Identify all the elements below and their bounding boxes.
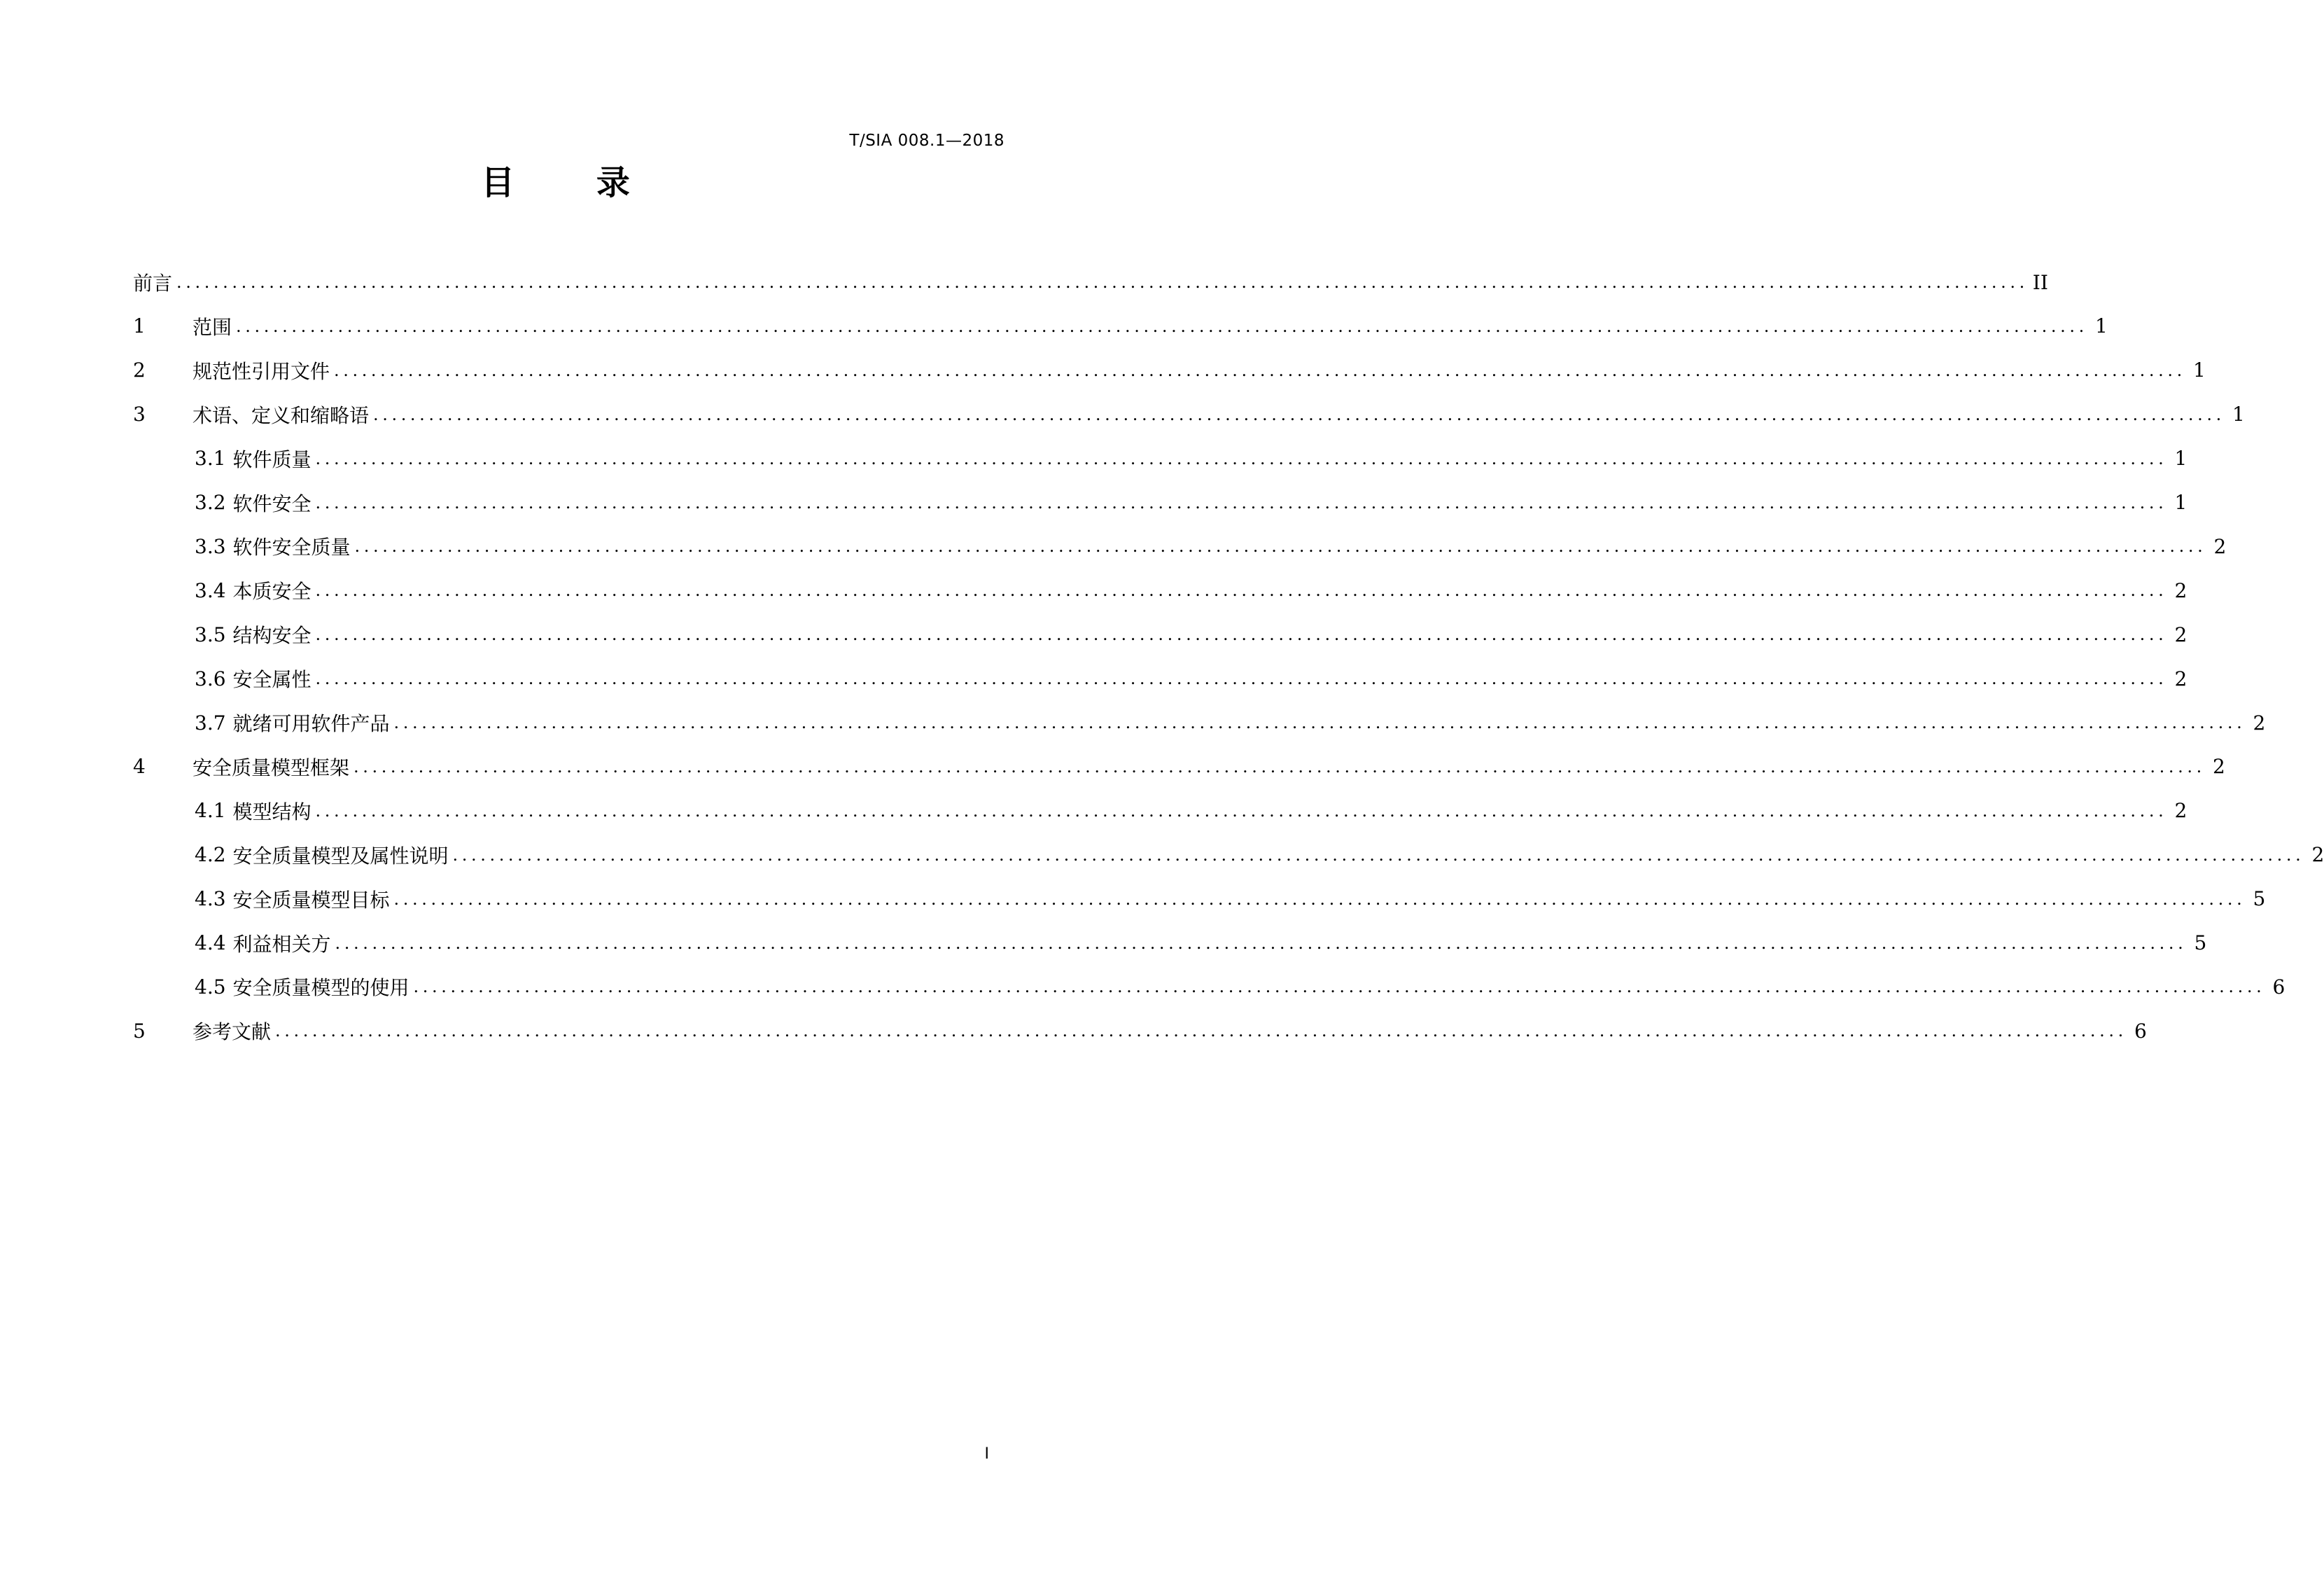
toc-entry-label: 软件安全质量 [232,536,351,559]
toc-dot-leader: ........................................................................................................................................................................................................ [393,889,2246,909]
toc-dot-leader: ........................................................................................................................................................................................................ [315,669,2168,689]
toc-dot-leader: ........................................................................................................................................................................................................ [335,933,2188,953]
toc-entry[interactable] [195,574,2188,606]
toc-entry-page: 1 [2094,314,2108,338]
toc-dot-leader: ........................................................................................................................................................................................................ [236,316,2088,336]
toc-entry[interactable] [195,927,2207,959]
toc-entry[interactable] [195,618,2188,651]
toc-dot-leader: ........................................................................................................................................................................................................ [354,536,2207,557]
toc-entry-number: 4.4 [195,931,226,954]
page-number: I [984,1445,989,1463]
toc-dot-leader: ........................................................................................................................................................................................................ [354,756,2206,777]
toc-entry-number: 3.1 [195,447,226,471]
toc-entry-label: 软件质量 [232,447,312,471]
toc-entry-label: 范围 [192,315,232,339]
toc-entry-page: 6 [2134,1019,2147,1043]
toc-entry[interactable] [195,795,2188,827]
toc-entry-number: 4 [133,755,146,779]
toc-entry-label: 规范性引用文件 [192,359,330,383]
toc-entry-number: 3.3 [195,534,226,558]
toc-entry[interactable] [195,443,2188,475]
toc-entry-label: 就绪可用软件产品 [232,712,390,735]
toc-entry[interactable] [195,707,2266,739]
toc-entry-page: 1 [2174,447,2188,471]
toc-entry-number: 3.4 [195,578,226,602]
toc-entry-label: 软件安全 [232,492,312,515]
toc-entry-page: II [2032,270,2048,294]
toc-entry-label: 安全质量模型的使用 [232,976,410,1000]
toc-dot-leader: ........................................................................................................................................................................................................ [315,625,2168,645]
toc-entry-number: 3.2 [195,491,226,514]
toc-entry[interactable] [195,971,2286,1003]
toc-entry-number: 4.5 [195,975,226,999]
toc-entry-page: 2 [2213,534,2227,558]
toc-entry[interactable] [195,487,2188,519]
toc-entry-page: 2 [2311,843,2324,867]
toc-dot-leader: ........................................................................................................................................................................................................ [275,1021,2127,1041]
toc-entry[interactable] [133,1015,2147,1047]
toc-entry[interactable] [133,310,2108,342]
toc-entry-label: 模型结构 [232,800,312,823]
toc-entry-page: 2 [2174,667,2188,690]
toc-entry-label: 参考文献 [192,1020,272,1044]
toc-entry-number: 5 [133,1019,146,1043]
toc-entry[interactable] [133,354,2206,387]
toc-dot-leader: ........................................................................................................................................................................................................ [315,800,2168,821]
toc-entry[interactable] [195,883,2266,915]
toc-entry-number: 1 [133,314,146,338]
toc-entry[interactable] [195,530,2227,562]
toc-dot-leader: ........................................................................................................................................................................................................ [315,580,2168,601]
toc-entry-page: 2 [2253,711,2266,735]
toc-entry-label: 本质安全 [232,580,312,604]
toc-entry-number: 4.1 [195,799,226,823]
toc-entry-label: 利益相关方 [232,932,331,956]
toc-dot-leader: ........................................................................................................................................................................................................ [413,977,2266,997]
toc-entry-page: 1 [2192,359,2206,382]
toc-entry-number: 3 [133,403,146,426]
toc-entry-number: 3.7 [195,711,226,735]
toc-entry[interactable] [195,662,2188,695]
toc-dot-leader: ........................................................................................................................................................................................................ [452,844,2305,865]
toc-entry[interactable] [133,398,2245,431]
toc-entry-page: 5 [2253,887,2266,911]
document-code: T/SIA 008.1—2018 [849,132,1004,150]
toc-entry-label: 术语、定义和缩略语 [192,403,370,427]
toc-entry-number: 2 [133,359,146,382]
toc-entry-label: 安全属性 [232,668,312,692]
toc-entry-label: 前言 [133,272,173,295]
toc-entry-number: 4.3 [195,887,226,911]
toc-entry-page: 6 [2272,975,2286,999]
toc-entry[interactable] [195,839,2324,871]
toc-dot-leader: ........................................................................................................................................................................................................ [315,492,2168,513]
toc-dot-leader: ........................................................................................................................................................................................................ [373,404,2225,424]
toc-entry[interactable] [133,266,2048,298]
toc-entry-label: 安全质量模型及属性说明 [232,844,449,868]
toc-entry-number: 3.6 [195,667,226,690]
toc-entry-label: 安全质量模型框架 [192,756,350,779]
toc-entry-page: 2 [2174,578,2188,602]
toc-entry[interactable] [133,751,2225,783]
toc-entry-page: 2 [2212,755,2225,779]
toc-dot-leader: ........................................................................................................................................................................................................ [176,272,2029,292]
toc-entry-page: 1 [2174,491,2188,514]
toc-entry-number: 3.5 [195,622,226,646]
toc-entry-page: 5 [2194,931,2207,954]
toc-entry-page: 2 [2174,799,2188,823]
toc-dot-leader: ........................................................................................................................................................................................................ [393,713,2246,732]
toc-dot-leader: ........................................................................................................................................................................................................ [315,448,2168,468]
toc-entry-page: 1 [2232,403,2245,426]
toc-entry-label: 安全质量模型目标 [232,888,390,912]
toc-dot-leader: ........................................................................................................................................................................................................ [334,360,2186,380]
toc-entry-page: 2 [2174,622,2188,646]
toc-entry-number: 4.2 [195,843,226,867]
page-title: 目 录 [481,163,665,202]
toc-entry-label: 结构安全 [232,624,312,648]
